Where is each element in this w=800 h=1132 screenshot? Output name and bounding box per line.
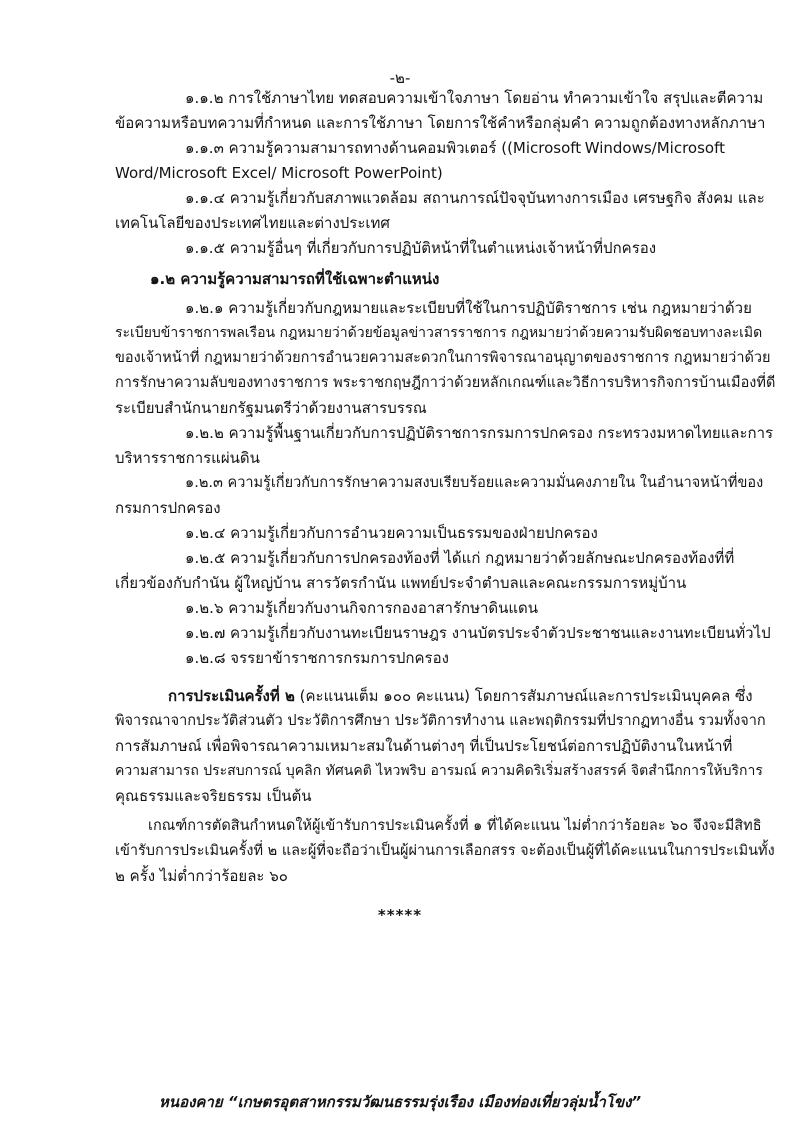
assessment-2-line-1 — [168, 686, 753, 706]
item-1-1-2-line-1: ๑.๑.๒ การใช้ภาษาไทย ทดสอบความเข้าใจภาษา โดยอ่าน ทำความเข้าใจ สรุปและตีความ — [185, 89, 764, 107]
item-1-1-3-left: ๑.๑.๓ ความรู้ความสามารถทางด้านคอมพิวเตอร์ ((Microsoft — [185, 139, 582, 157]
item-1-2-1-line-5: ระเบียบสำนักนายกรัฐมนตรีว่าด้วยงานสารบรรณ — [115, 399, 427, 417]
item-1-2-1-line-3: ของเจ้าหน้าที่ กฎหมายว่าด้วยการอำนวยความสะดวกในการพิจารณาอนุญาตของราชการ กฎหมายว่าด้วย — [115, 350, 771, 366]
criteria-line-3: ๒ ครั้ง ไม่ต่ำกว่าร้อยละ ๖๐ — [115, 867, 288, 885]
item-1-1-4-line-1: ๑.๑.๔ ความรู้เกี่ยวกับสภาพแวดล้อม สถานการณ์ปัจจุบันทางการเมือง เศรษฐกิจ สังคม และ — [185, 189, 765, 207]
item-1-2-4: ๑.๒.๔ ความรู้เกี่ยวกับการอำนวยความเป็นธรรมของฝ่ายปกครอง — [185, 524, 598, 542]
item-1-2-2-line-1: ๑.๒.๒ ความรู้พื้นฐานเกี่ยวกับการปฏิบัติราชการกรมการปกครอง กระทรวงมหาดไทยและการ — [185, 424, 774, 442]
item-1-2-5-line-2: เกี่ยวข้องกับกำนัน ผู้ใหญ่บ้าน สารวัตรกำนัน แพทย์ประจำตำบลและคณะกรรมการหมู่บ้าน — [115, 574, 687, 592]
item-1-1-4-line-2: เทคโนโลยีของประเทศไทยและต่างประเทศ — [115, 214, 390, 232]
assessment-2-line-3: การสัมภาษณ์ เพื่อพิจารณาความเหมาะสมในด้านต่างๆ ที่เป็นประโยชน์ต่อการปฏิบัติงานในหน้าที่ — [115, 737, 733, 755]
footer-slogan: หนองคาย “เกษตรอุตสาหกรรมวัฒนธรรมรุ่งเรือง เมืองท่องเที่ยวลุ่มน้ำโขง” — [158, 1093, 642, 1111]
item-1-2-3-line-1: ๑.๒.๓ ความรู้เกี่ยวกับการรักษาความสงบเรียบร้อยและความมั่นคงภายใน ในอำนาจหน้าที่ของ — [185, 475, 764, 491]
criteria-line-1: เกณฑ์การตัดสินกำหนดให้ผู้เข้ารับการประเมินครั้งที่ ๑ ที่ได้คะแนน ไม่ต่ำกว่าร้อยละ ๖๐ จึงจะมีสิทธิ — [148, 818, 762, 834]
item-1-2-2-line-2: บริหารราชการแผ่นดิน — [115, 449, 260, 467]
page-number: -๒- — [389, 69, 411, 87]
item-1-2-1-line-2: ระเบียบข้าราชการพลเรือน กฎหมายว่าด้วยข้อมูลข่าวสารราชการ กฎหมายว่าด้วยความรับผิดชอบทางละเมิด — [115, 325, 763, 341]
assessment-2-title: การประเมินครั้งที่ ๒ — [168, 687, 295, 705]
item-1-2-7: ๑.๒.๗ ความรู้เกี่ยวกับงานทะเบียนราษฎร งานบัตรประจำตัวประชาชนและงานทะเบียนทั่วไป — [185, 624, 771, 642]
item-1-2-1-line-4: การรักษาความลับของทางราชการ พระราชกฤษฎีกาว่าด้วยหลักเกณฑ์และวิธีการบริหารกิจการบ้านเมืองที่ดี — [115, 375, 776, 391]
item-1-2-8: ๑.๒.๘ จรรยาข้าราชการกรมการปกครอง — [185, 649, 449, 667]
item-1-1-2-line-2: ข้อความหรือบทความที่กำหนด และการใช้ภาษา โดยการใช้คำหรือกลุ่มคำ ความถูกต้องทางหลักภาษา — [115, 114, 766, 132]
item-1-1-5: ๑.๑.๕ ความรู้อื่นๆ ที่เกี่ยวกับการปฏิบัติหน้าที่ในตำแหน่งเจ้าหน้าที่ปกครอง — [185, 239, 657, 257]
assessment-2-line-2: พิจารณาจากประวัติส่วนตัว ประวัติการศึกษา ประวัติการทำงาน และพฤติกรรมที่ปรากฏทางอื่น รวมทั้งจาก — [115, 713, 766, 729]
criteria-line-2: เข้ารับการประเมินครั้งที่ ๒ และผู้ที่จะถือว่าเป็นผู้ผ่านการเลือกสรร จะต้องเป็นผู้ที่ได้คะแนนในการประเมินทั้ง — [115, 843, 775, 859]
item-1-2-5-line-1: ๑.๒.๕ ความรู้เกี่ยวกับการปกครองท้องที่ ได้แก่ กฎหมายว่าด้วยลักษณะปกครองท้องที่ที่ — [185, 549, 735, 567]
item-1-1-3-line-2: Word/Microsoft Excel/ Microsoft PowerPoint) — [115, 164, 443, 182]
item-1-2-1-line-1: ๑.๒.๑ ความรู้เกี่ยวกับกฎหมายและระเบียบที่ใช้ในการปฏิบัติราชการ เช่น กฎหมายว่าด้วย — [185, 299, 752, 317]
item-1-2-6: ๑.๒.๖ ความรู้เกี่ยวกับงานกิจการกองอาสารักษาดินแดน — [185, 599, 539, 617]
item-1-1-3-line-1 — [185, 138, 725, 158]
item-1-2-3-line-2: กรมการปกครอง — [115, 499, 221, 517]
separator: ***** — [377, 906, 423, 924]
assessment-2-line-4: ความสามารถ ประสบการณ์ บุคลิก ทัศนคติ ไหวพริบ อารมณ์ ความคิดริเริ่มสร้างสรรค์ จิตสำนึกการให้บริการ — [115, 763, 763, 779]
assessment-2-line-5: คุณธรรมและจริยธรรม เป็นต้น — [115, 787, 312, 805]
assessment-2-lead: (คะแนนเต็ม ๑๐๐ คะแนน) โดยการสัมภาษณ์และการประเมินบุคคล ซึ่ง — [294, 687, 753, 705]
item-1-1-3-right: Windows/Microsoft — [584, 139, 725, 157]
section-1-2-heading: ๑.๒ ความรู้ความสามารถที่ใช้เฉพาะตำแหน่ง — [150, 270, 440, 288]
